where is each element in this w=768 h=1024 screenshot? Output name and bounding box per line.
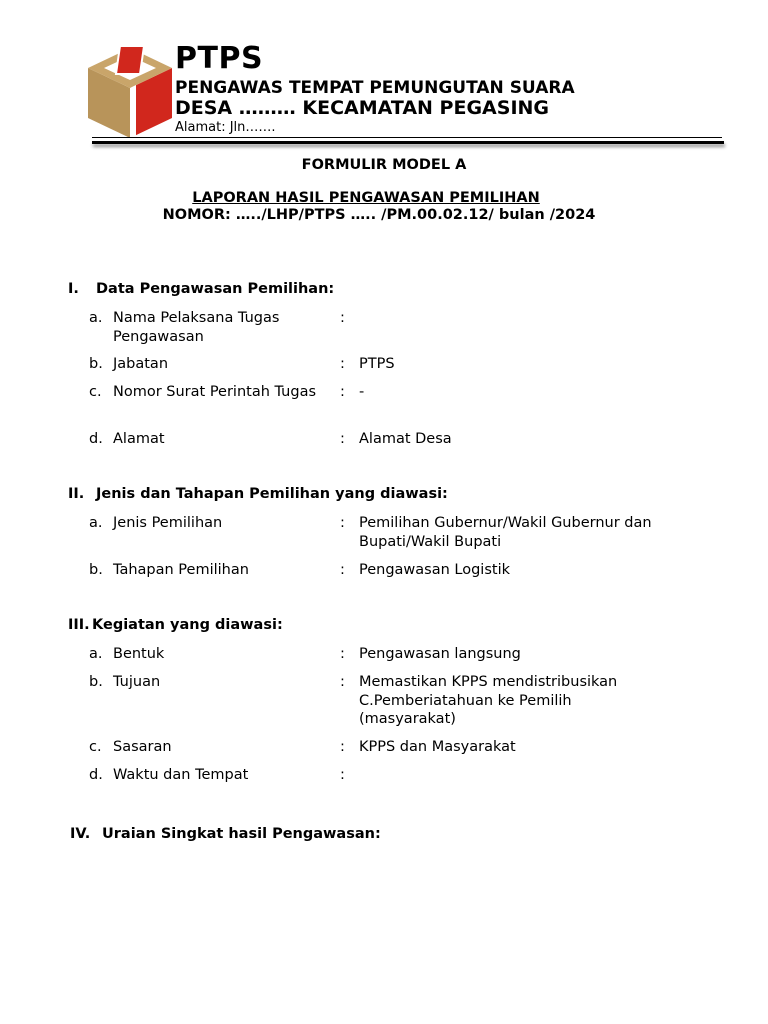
field-letter: d.: [89, 431, 103, 447]
field-colon: :: [340, 562, 345, 578]
section-number: I.: [68, 281, 79, 297]
field-label: Jabatan: [113, 356, 169, 372]
field-label: Sasaran: [113, 739, 172, 755]
section-number: III.: [68, 617, 90, 633]
field-letter: b.: [89, 356, 103, 372]
field-label: Nama Pelaksana Tugas Pengawasan: [113, 310, 280, 345]
header-divider-thin: [92, 137, 722, 138]
field-colon: :: [340, 739, 345, 755]
section-title: Data Pengawasan Pemilihan:: [96, 281, 335, 297]
section-number: IV.: [70, 826, 91, 842]
field-value: Alamat Desa: [359, 431, 452, 447]
section-2-heading: [68, 486, 448, 502]
report-number: NOMOR: …../LHP/PTPS ….. /PM.00.02.12/ bulan /2024: [162, 207, 596, 223]
section-4-heading: [70, 826, 381, 842]
org-location: DESA ……… KECAMATAN PEGASING: [175, 97, 550, 119]
field-value: -: [359, 384, 365, 400]
field-label: Alamat: [113, 431, 165, 447]
field-label: Bentuk: [113, 646, 165, 662]
field-colon: :: [340, 515, 345, 531]
field-value: Pemilihan Gubernur/Wakil Gubernur dan Bupati/Wakil Bupati: [359, 515, 652, 550]
form-title: FORMULIR MODEL A: [301, 157, 467, 173]
field-colon: :: [340, 431, 345, 447]
field-letter: a.: [89, 646, 103, 662]
field-letter: a.: [89, 515, 103, 531]
field-letter: c.: [89, 384, 102, 400]
field-colon: :: [340, 310, 345, 326]
field-colon: :: [340, 646, 345, 662]
field-letter: a.: [89, 310, 103, 326]
field-colon: :: [340, 674, 345, 690]
field-letter: b.: [89, 674, 103, 690]
section-1-heading: [68, 281, 334, 297]
field-value: Memastikan KPPS mendistribusikan C.Pemberiatahuan ke Pemilih (masyarakat): [359, 674, 618, 727]
field-letter: c.: [89, 739, 102, 755]
section-3-heading: [68, 617, 283, 633]
field-value: PTPS: [359, 356, 395, 372]
org-address: Alamat: Jln…….: [175, 120, 276, 135]
org-acronym: PTPS: [175, 41, 264, 76]
report-title: LAPORAN HASIL PENGAWASAN PEMILIHAN: [192, 190, 540, 206]
field-label: Tahapan Pemilihan: [113, 562, 249, 578]
field-letter: d.: [89, 767, 103, 783]
field-value: Pengawasan Logistik: [359, 562, 511, 578]
ptps-logo: [86, 44, 174, 140]
field-letter: b.: [89, 562, 103, 578]
section-title: Uraian Singkat hasil Pengawasan:: [102, 826, 381, 842]
section-title: Jenis dan Tahapan Pemilihan yang diawasi:: [96, 486, 448, 502]
field-label: Waktu dan Tempat: [113, 767, 249, 783]
field-colon: :: [340, 356, 345, 372]
field-label: Tujuan: [113, 674, 161, 690]
field-label: Nomor Surat Perintah Tugas: [113, 384, 317, 400]
org-full-name: PENGAWAS TEMPAT PEMUNGUTAN SUARA: [175, 78, 575, 98]
section-number: II.: [68, 486, 85, 502]
field-value: Pengawasan langsung: [359, 646, 521, 662]
field-value: KPPS dan Masyarakat: [359, 739, 516, 755]
header-divider-thick: [92, 141, 724, 144]
field-colon: :: [340, 767, 345, 783]
section-title: Kegiatan yang diawasi:: [92, 617, 283, 633]
field-label: Jenis Pemilihan: [113, 515, 223, 531]
field-colon: :: [340, 384, 345, 400]
